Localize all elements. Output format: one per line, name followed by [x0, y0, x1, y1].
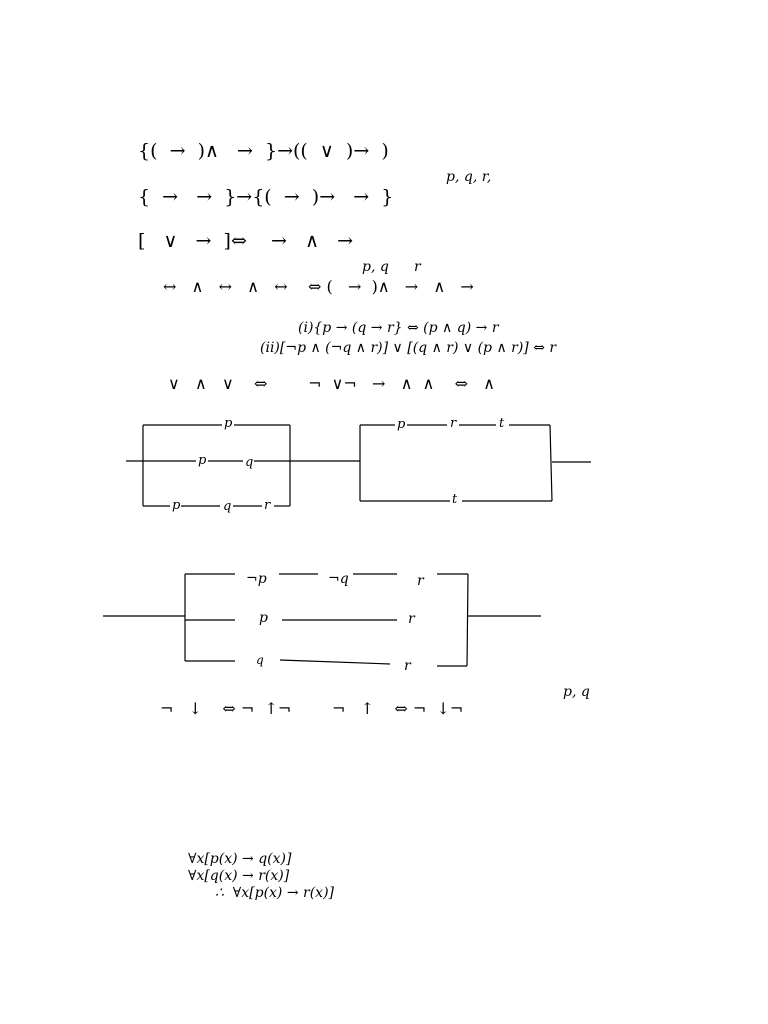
argument-premise-2: ∀x[q(x) → r(x)]	[188, 868, 290, 884]
expression-5: (i){p → (q → r} ⇔ (p ∧ q) → r	[298, 320, 499, 336]
circuit-3-row1-label-a: ¬p	[246, 571, 267, 587]
expression-3-variables-b: r	[414, 259, 421, 275]
circuit-2	[360, 416, 591, 507]
circuit-1-middle-label-a: p	[198, 453, 207, 468]
circuit-2-top-label-a: p	[397, 417, 406, 432]
expression-1-variables: p, q, r,	[446, 169, 492, 185]
circuit-1-top-label: p	[224, 416, 233, 431]
circuit-2-top-label-c: t	[499, 416, 505, 431]
circuit-2-bottom-label: t	[452, 492, 458, 507]
expression-7: ∨ ∧ ∨ ⇔ ¬ ∨¬ → ∧ ∧ ⇔ ∧	[168, 374, 496, 393]
circuit-1	[126, 416, 360, 514]
circuit-3-row2-label-a: p	[259, 610, 268, 626]
expression-4: ↔ ∧ ↔ ∧ ↔ ⇔ ( → )∧ → ∧ →	[163, 277, 474, 296]
circuit-1-middle-label-b: q	[245, 455, 254, 470]
expression-3-variables-a: p, q	[362, 259, 389, 275]
expression-8: ¬ ↓ ⇔ ¬ ↑¬ ¬ ↑ ⇔ ¬ ↓¬	[160, 699, 464, 718]
expression-1: {( → )∧ → }→(( ∨ )→ )	[138, 140, 389, 162]
circuit-3	[103, 571, 541, 674]
circuit-3-row1-label-b: ¬q	[328, 571, 349, 587]
argument-conclusion: ∴ ∀x[p(x) → r(x)]	[215, 885, 334, 901]
circuit-3-row3-label-a: q	[256, 653, 264, 667]
circuit-1-bottom-label-c: r	[264, 498, 271, 513]
circuit-2-top-label-b: r	[450, 416, 457, 431]
circuit-1-bottom-label-b: q	[223, 499, 232, 514]
circuit-1-bottom-label-a: p	[172, 498, 181, 513]
expression-8-variables: p, q	[563, 684, 590, 700]
circuit-3-row3-label-b: r	[404, 658, 411, 674]
expression-2: { → → }→{( → )→ → }	[138, 186, 394, 208]
circuit-3-row1-label-c: r	[417, 573, 424, 589]
expression-3: [ ∨ → ]⇔ → ∧ →	[138, 230, 354, 252]
circuit-3-row2-label-b: r	[408, 611, 415, 627]
expression-6: (ii)[¬p ∧ (¬q ∧ r)] ∨ [(q ∧ r) ∨ (p ∧ r)] ⇔ r	[260, 340, 557, 356]
argument-premise-1: ∀x[p(x) → q(x)]	[188, 851, 292, 867]
